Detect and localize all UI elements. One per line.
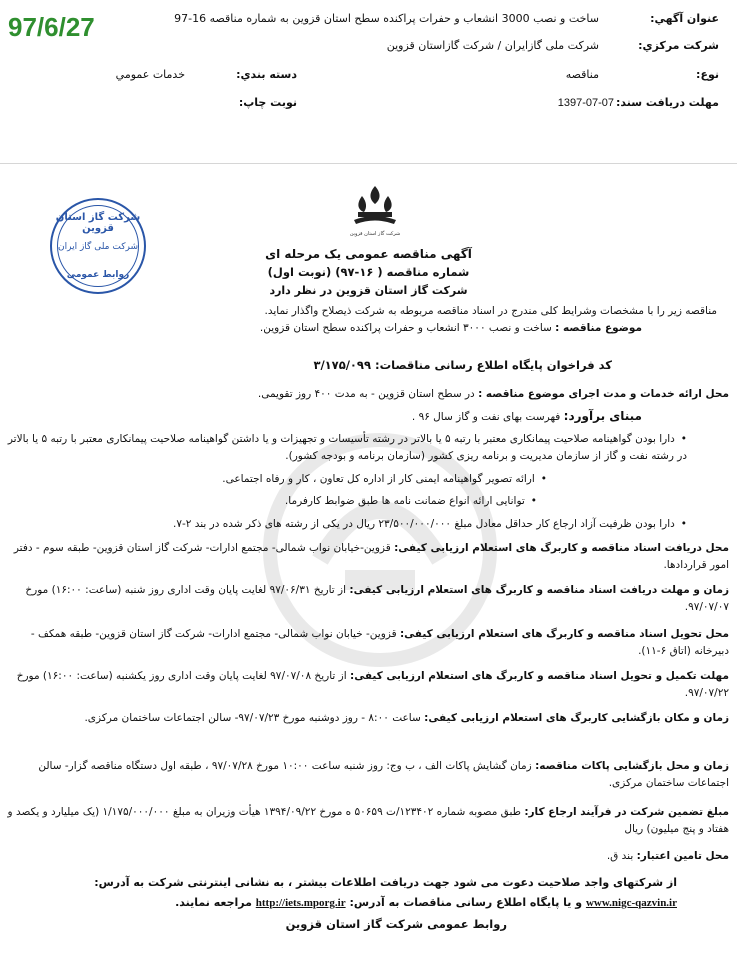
type-value: مناقصه bbox=[565, 68, 599, 81]
ad-header bbox=[0, 0, 737, 162]
footer-refer-text: مراجعه نمایند. bbox=[175, 896, 252, 909]
company-value: شرکت ملی گازایران / شرکت گازاستان قزوین bbox=[386, 39, 599, 52]
p5-label: زمان و مکان بازگشایی کاربرگ های استعلام ارزیابی کیفی: bbox=[424, 712, 729, 724]
seal-line-1: شرکت گاز استان قزوین bbox=[55, 212, 141, 234]
para-guarantee bbox=[0, 804, 729, 838]
location-label: محل ارائه خدمات و مدت اجرای موضوع مناقصه : bbox=[478, 388, 729, 400]
para-submit-place bbox=[0, 626, 729, 660]
title-value: ساخت و نصب 3000 انشعاب و حفرات پراکنده سطح استان قزوین به شماره مناقصه 16-97 bbox=[174, 12, 599, 25]
location-line bbox=[90, 386, 729, 403]
subject-label: موضوع مناقصه : bbox=[555, 322, 642, 334]
subject-line bbox=[120, 320, 642, 337]
requirement-4: • دارا بودن ظرفیت آزاد ارجاع کار حداقل معادل مبلغ ۲۳/۵۰۰/۰۰۰/۰۰۰ ریال در یکی از رشته های ذکر شده در بند ۲-۷. bbox=[40, 516, 687, 533]
p7-label: مبلغ تضمین شرکت در فرآیند ارجاع کار: bbox=[524, 806, 729, 818]
footer-invite: از شرکتهای واجد صلاحیت دعوت می شود جهت دریافت اطلاعات بیشتر ، به نشانی اینترنتی شرکت به آدرس: bbox=[94, 876, 677, 889]
footer-or-text: و یا پایگاه اطلاع رسانی مناقصات به آدرس: bbox=[349, 896, 583, 909]
p7-value: طبق مصوبه شماره ۱۲۳۴۰۲/ت ۵۰۶۵۹ ه مورخ ۱۳۹۴/۰۹/۲۲ هیأت وزیران به مبلغ ۱/۱۷۵/۰۰۰/۰۰۰ (یک میلیارد و یکصد و هفتاد و پنج میلیون) ریال bbox=[7, 806, 729, 835]
basis-label: مبنای برآورد: bbox=[563, 409, 642, 423]
requirement-3: • توانایی ارائه انواع ضمانت نامه ها طبق ضوابط کارفرما. bbox=[150, 493, 537, 510]
location-value: در سطح استان قزوین - به مدت ۴۰۰ روز تقویمی. bbox=[257, 388, 475, 400]
basis-value: فهرست بهای نفت و گاز سال ۹۶ . bbox=[411, 411, 561, 423]
p1-value: قزوین-خیابان نواب شمالی- مجتمع ادارات- شرکت گاز استان قزوین- طبقه سوم - دفتر امور قراردادها. bbox=[13, 542, 729, 571]
p4-label: مهلت تکمیل و تحویل اسناد مناقصه و کاربرگ های استعلام ارزیابی کیفی: bbox=[350, 670, 729, 682]
para-submit-deadline bbox=[0, 668, 729, 702]
tender-number: شماره مناقصه ( ۱۶-۹۷) (نوبت اول) bbox=[267, 265, 470, 279]
seal-line-2: شرکت ملی گاز ایران bbox=[58, 242, 138, 252]
para-receive-deadline bbox=[0, 582, 729, 616]
p3-value: قزوین- خیابان نواب شمالی- مجتمع ادارات- شرکت گاز استان قزوین- طبقه همکف - دبیرخانه (اتاق ۶-۱۱). bbox=[30, 628, 729, 657]
document-scan bbox=[0, 168, 737, 957]
company-intends: شرکت گاز استان قزوین در نظر دارد bbox=[269, 284, 468, 297]
p8-label: محل تامین اعتبار: bbox=[636, 850, 729, 862]
p1-label: محل دریافت اسناد مناقصه و کاربرگ های استعلام ارزیابی کیفی: bbox=[394, 542, 729, 554]
type-label: نوع: bbox=[696, 68, 719, 81]
p8-value: بند ق. bbox=[606, 850, 634, 862]
iets-url-link[interactable]: http://iets.mporg.ir bbox=[255, 897, 346, 909]
p5-value: ساعت ۸:۰۰ - روز دوشنبه مورخ ۹۷/۰۷/۲۳- سالن اجتماعات ساختمان مرکزی. bbox=[84, 712, 421, 724]
p4-value: از تاریخ ۹۷/۰۷/۰۸ لغایت پایان وقت اداری روز یکشنبه (ساعت: ۱۶:۰۰) مورخ ۹۷/۰۷/۲۲. bbox=[16, 670, 729, 699]
code-line: کد فراخوان پایگاه اطلاع رسانی مناقصات: ۳/۱۷۵/۰۹۹ bbox=[313, 358, 612, 372]
para-receive-docs bbox=[0, 540, 729, 574]
deadline-value: 1397-07-07 bbox=[557, 97, 614, 109]
para-opening-envelopes bbox=[0, 758, 729, 792]
print-label: نوبت چاپ: bbox=[238, 96, 297, 109]
category-value: خدمات عمومي bbox=[115, 68, 185, 81]
signature: روابط عمومی شرکت گاز استان قزوین bbox=[285, 917, 507, 931]
footer-links bbox=[0, 894, 677, 912]
date-stamp: 97/6/27 bbox=[8, 12, 95, 42]
basis-line bbox=[180, 408, 642, 426]
seal-line-3: روابط عمومی bbox=[66, 270, 130, 280]
requirement-1: • دارا بودن گواهینامه صلاحیت پیمانکاری معتبر با رتبه ۵ یا بالاتر در رشته تأسیسات و تجهیزات و یا داشتن گواهینامه صلاحیت پیمانکاری معتبر با رتبه ۵ یا بالاتر در رشته نفت و گاز از سازمان مدیریت و برنامه ریزی کشور (سازمان برنامه و بودجه کشور). bbox=[0, 431, 687, 465]
subject-value: ساخت و نصب ۳۰۰۰ انشعاب و حفرات پراکنده سطح استان قزوین. bbox=[259, 322, 552, 334]
para-funding bbox=[300, 848, 729, 865]
requirement-2: • ارائه تصویر گواهینامه ایمنی کار از اداره کل تعاون ، کار و رفاه اجتماعی. bbox=[100, 471, 547, 488]
company-url-link[interactable]: www.nigc-qazvin.ir bbox=[585, 897, 677, 909]
company-label: شركت مركزي: bbox=[638, 39, 719, 52]
p6-label: زمان و محل بازگشایی پاکات مناقصه: bbox=[535, 760, 729, 772]
svg-text:شرکت گاز استان قزوین: شرکت گاز استان قزوین bbox=[349, 231, 401, 237]
category-label: دسته بندي: bbox=[236, 68, 297, 81]
p6-value: زمان گشایش پاکات الف ، ب وج: روز شنبه ساعت ۱۰:۰۰ مورخ ۹۷/۰۷/۲۸ ، طبقه اول دستگاه مناقصه گزار- سالن اجتماعات ساختمان مرکزی. bbox=[38, 760, 729, 789]
p3-label: محل تحویل اسناد مناقصه و کاربرگ های استعلام ارزیابی کیفی: bbox=[399, 628, 729, 640]
intro-text: مناقصه زیر را با مشخصات وشرایط کلی مندرج در اسناد مناقصه مربوطه به شرکت ذیصلاح واگذار نماید. bbox=[264, 305, 717, 317]
doc-title: آگهی مناقصه عمومی یک مرحله ای bbox=[265, 247, 472, 261]
deadline-label: مهلت دريافت سند: bbox=[615, 96, 719, 109]
header-divider bbox=[0, 163, 737, 164]
p2-label: زمان و مهلت دریافت اسناد مناقصه و کاربرگ های استعلام ارزیابی کیفی: bbox=[349, 584, 729, 596]
para-opening-quality bbox=[0, 710, 729, 727]
title-label: عنوان آگهي: bbox=[650, 12, 719, 25]
p2-value: از تاریخ ۹۷/۰۶/۳۱ لغایت پایان وقت اداری روز شنبه (ساعت: ۱۶:۰۰) مورخ ۹۷/۰۷/۰۷. bbox=[25, 584, 729, 613]
